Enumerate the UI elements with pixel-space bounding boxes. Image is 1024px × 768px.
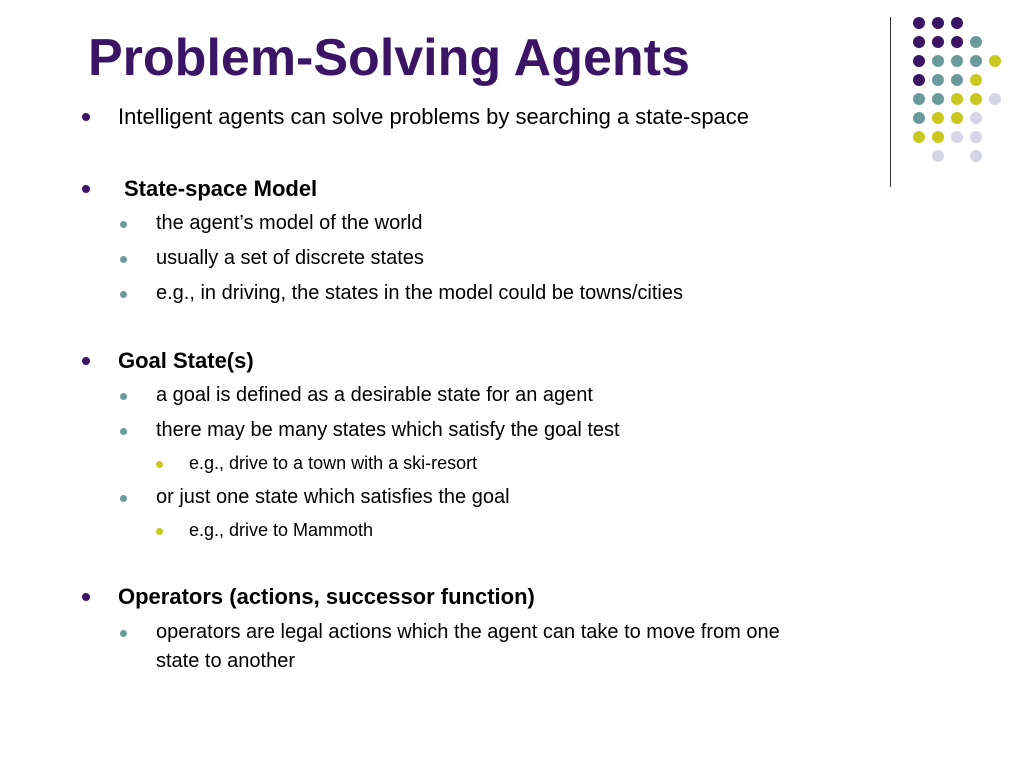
bullet-model-item: e.g., in driving, the states in the model could be towns/cities [156,282,683,304]
bullet-marker [156,461,163,468]
heading-goal-states: Goal State(s) [118,348,254,373]
slide-title: Problem-Solving Agents [88,29,690,87]
bullet-marker [156,528,163,535]
bullet-marker [120,495,127,502]
bullet-goal-item: a goal is defined as a desirable state for an agent [156,384,593,406]
heading-operators: Operators (actions, successor function) [118,584,535,609]
bullet-marker [120,630,127,637]
bullet-intro: Intelligent agents can solve problems by searching a state-space [118,104,750,129]
bullet-marker [82,593,90,601]
bullet-marker [82,357,90,365]
bullet-model-item: usually a set of discrete states [156,247,424,269]
bullet-goal-subitem: e.g., drive to a town with a ski-resort [189,453,478,473]
bullet-marker [120,221,127,228]
bullet-model-item: the agent’s model of the world [156,212,423,234]
bullet-goal-item: or just one state which satisfies the goal [156,486,510,508]
bullet-operators-item-line1: operators are legal actions which the agent can take to move from one [156,621,780,643]
bullet-marker [82,185,90,193]
bullet-goal-item: there may be many states which satisfy the goal test [156,419,620,441]
bullet-marker [82,113,90,121]
bullet-marker [120,393,127,400]
bullet-marker [120,291,127,298]
bullet-operators-item-line2: state to another [156,650,295,672]
heading-state-space-model: State-space Model [124,176,318,201]
bullet-marker [120,428,127,435]
bullet-goal-subitem: e.g., drive to Mammoth [189,520,374,540]
bullet-marker [120,256,127,263]
